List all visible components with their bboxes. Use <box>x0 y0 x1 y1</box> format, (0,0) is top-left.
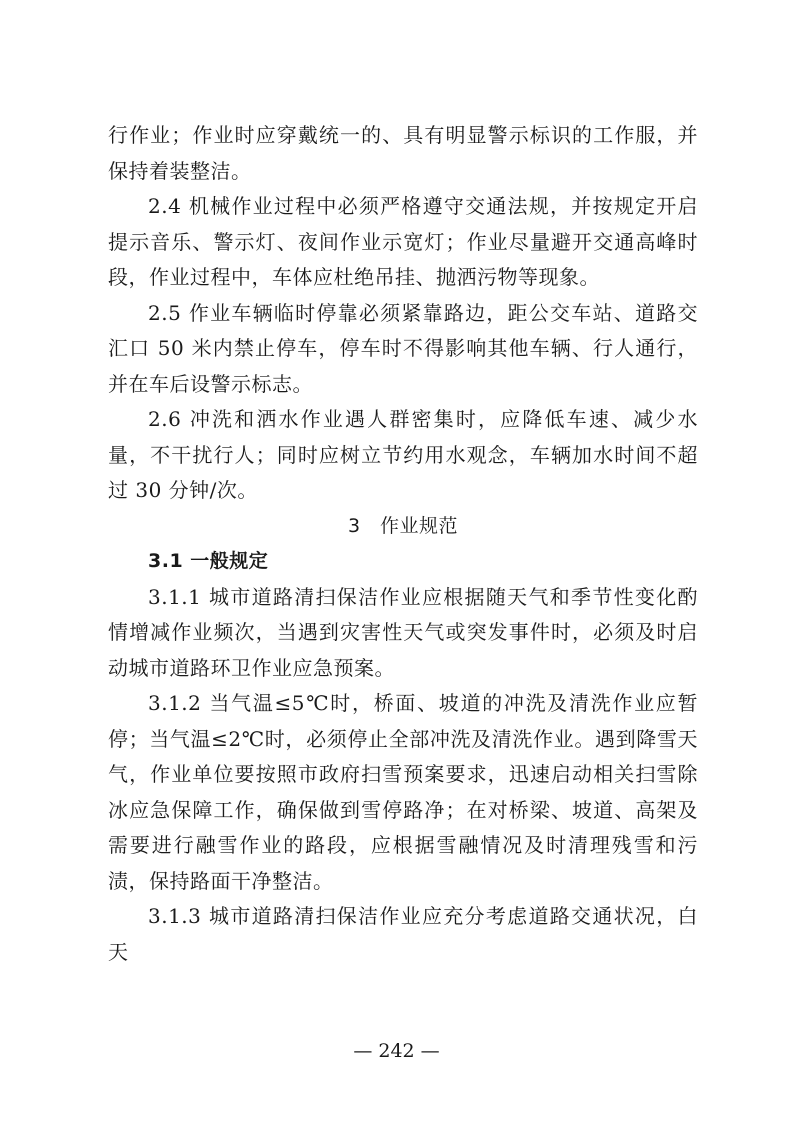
paragraph-2-6: 2.6 冲洗和洒水作业遇人群密集时，应降低车速、减少水量，不干扰行人；同时应树立节约用水观念，车辆加水时间不超过 30 分钟/次。 <box>108 407 698 502</box>
paragraph-3-1-2: 3.1.2 当气温≤5℃时，桥面、坡道的冲洗及清洗作业应暂停；当气温≤2℃时，必须停止全部冲洗及清洗作业。遇到降雪天气，作业单位要按照市政府扫雪预案要求，迅速启动相关扫雪除冰应急保障工作，确保做到雪停路净；在对桥梁、坡道、高架及需要进行融雪作业的路段，应根据雪融情况及时清理残雪和污渍，保持路面干净整洁。 <box>108 691 698 893</box>
paragraph-2-5: 2.5 作业车辆临时停靠必须紧靠路边，距公交车站、道路交汇口 50 米内禁止停车，停车时不得影响其他车辆、行人通行，并在车后设警示标志。 <box>108 300 698 396</box>
paragraph-continuation: 行作业；作业时应穿戴统一的、具有明显警示标识的工作服，并保持着装整洁。 <box>108 123 698 183</box>
body-text <box>108 118 698 970</box>
subsection-3-1-heading: 3.1 一般规定 <box>148 550 269 572</box>
section-3-heading: 3 作业规范 <box>347 514 459 537</box>
page-number: — 242 — <box>353 1040 440 1062</box>
paragraph-3-1-1: 3.1.1 城市道路清扫保洁作业应根据随天气和季节性变化酌情增减作业频次，当遇到灾害性天气或突发事件时，必须及时启动城市道路环卫作业应急预案。 <box>108 584 698 680</box>
paragraph-3-1-3: 3.1.3 城市道路清扫保洁作业应充分考虑道路交通状况，白天 <box>108 904 698 964</box>
paragraph-2-4: 2.4 机械作业过程中必须严格遵守交通法规，并按规定开启提示音乐、警示灯、夜间作业示宽灯；作业尽量避开交通高峰时段，作业过程中，车体应杜绝吊挂、抛洒污物等现象。 <box>108 194 698 289</box>
